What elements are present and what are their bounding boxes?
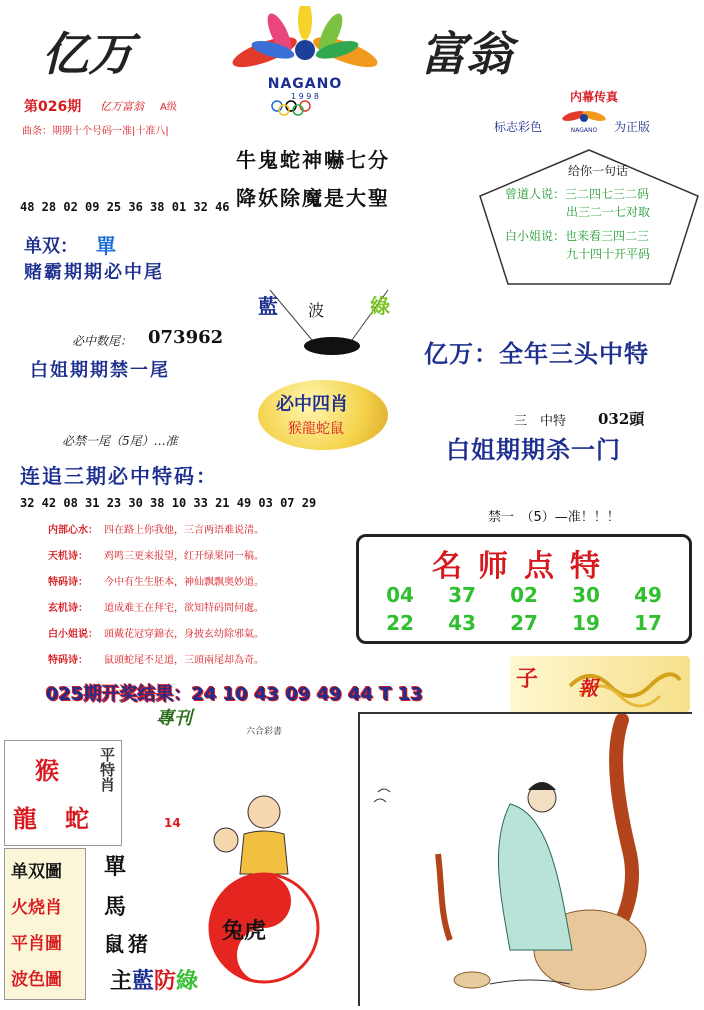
issue-brand: 亿万富翁 [100, 100, 144, 113]
small-logo-icon [560, 104, 608, 134]
wave-mid: 波 [308, 301, 325, 320]
draw-result: 025期开奖结果：24 10 43 09 49 44 T 13 [46, 684, 424, 705]
hit-count: 14 [164, 816, 181, 830]
dragon-banner [510, 656, 690, 712]
kids-figures-icon [204, 790, 314, 880]
pick-single: 單 [104, 855, 127, 880]
special-label: 專刊 [156, 708, 192, 729]
top-right-heading: 内幕传真 [570, 90, 619, 104]
chart-wave: 波色圖 [11, 970, 62, 990]
main-wave: 主藍防綠 [110, 969, 199, 994]
zodiac-side: 平特肖 [98, 747, 116, 792]
poem-row: 特码诗： 鼠頭蛇尾不足道，三頭兩尾却為奇。 [48, 655, 264, 666]
scholar-scene-icon [360, 714, 692, 1006]
nagano-logo [205, 6, 405, 118]
chase-title: 连追三期必中特码： [20, 464, 218, 488]
chart-flat: 平肖圖 [11, 934, 62, 954]
logo-year: 1 9 9 8 [291, 92, 319, 101]
pentagon-line2: 出三二一七对取 [566, 205, 651, 219]
poem-row: 玄机诗： 道成难王在拜宅，欲知特码問何處。 [48, 603, 264, 614]
olympic-rings-icon [267, 100, 343, 116]
issue-tip: 曲条：期期十个号码一准|十准八| [22, 126, 169, 137]
chart-list [4, 848, 86, 1000]
zodiac-monkey: 猴 [35, 757, 59, 785]
title-right: 富翁 [420, 27, 512, 81]
wave-green: 綠 [370, 294, 390, 318]
master-row1: 04 37 02 30 49 [386, 583, 662, 607]
master-row2: 22 43 27 19 17 [386, 611, 662, 635]
three-heads-value: 032頭 [598, 410, 645, 428]
issue-number: 第026期 [24, 99, 82, 115]
pick-rabbit-tiger: 兔虎 [222, 919, 267, 944]
issue-grade: A级 [160, 102, 177, 113]
logo-text: NAGANO [267, 76, 343, 92]
wave-blue: 藍 [258, 294, 278, 318]
chart-fire: 火烧肖 [11, 898, 62, 918]
four-zodiac-animals: 猴龍蛇鼠 [288, 421, 344, 437]
ban-tail: 必禁一尾（5尾）…准 [62, 434, 178, 448]
chart-single-double: 单双圖 [11, 862, 62, 882]
single-double-value: 單 [96, 234, 116, 258]
ban-one: 禁一 （5）—准！！！ [488, 510, 620, 525]
pentagon-title: 给你一句话 [568, 164, 629, 178]
zodiac-snake: 蛇 [65, 805, 89, 833]
riddle-line1: 牛鬼蛇神嚇七分 [236, 148, 390, 172]
poem-row: 白小姐说： 頭戴花冠穿錦衣，身披玄幼除邪氣。 [48, 629, 264, 640]
single-double-slogan: 赌霸期期必中尾 [24, 262, 164, 283]
four-zodiac-title: 必中四肖 [276, 394, 348, 415]
master-box [356, 534, 692, 644]
chase-numbers: 32 42 08 31 23 30 38 10 33 21 49 03 07 29 [20, 496, 317, 510]
kill-one: 白姐期期杀一门 [446, 436, 621, 464]
top-right-left-label: 标志彩色 [494, 120, 543, 134]
three-heads-label: 三 中特 [514, 414, 567, 429]
special-sub: 六合彩書 [246, 727, 283, 737]
single-double-label: 单双： [24, 236, 78, 257]
scholar-illustration [358, 712, 692, 1006]
svg-text:NAGANO: NAGANO [570, 127, 598, 134]
ten-numbers: 48 28 02 09 25 36 38 01 32 46 [20, 200, 230, 214]
poem-row: 内部心水： 四在路上你我他，三言两语难说清。 [48, 525, 264, 536]
riddle-line2: 降妖除魔是大聖 [236, 186, 390, 210]
pentagon-line4: 九十四十开平码 [566, 247, 651, 261]
title-left: 亿万 [42, 27, 134, 81]
zodiac-dragon: 龍 [13, 805, 37, 833]
poem-row: 天机诗： 鸡鸣三更来报望，红开绿果同一稿。 [48, 551, 264, 562]
zodiac-card [4, 740, 122, 846]
must-tail-value: 073962 [148, 327, 224, 348]
master-title: 名师点特 [432, 549, 616, 584]
must-tail-label: 必中数尾： [72, 334, 133, 348]
banner-zi: 子 [516, 667, 539, 692]
poem-row: 特码诗： 今中有生生胚本，神仙飘飘奥妙道。 [48, 577, 264, 588]
pentagon-line1: 曾道人说：三二四七三二码 [505, 187, 650, 201]
pick-rat-pig: 鼠猪 [104, 932, 152, 956]
top-right-right-label: 为正版 [614, 120, 651, 134]
year-special: 亿万：全年三头中特 [424, 340, 649, 368]
banner-bao: 報 [578, 676, 598, 700]
pick-horse: 馬 [104, 895, 127, 920]
white-sister-tail: 白姐期期禁一尾 [30, 360, 170, 381]
pentagon-line3: 白小姐说：也来看三四二三 [505, 229, 650, 243]
